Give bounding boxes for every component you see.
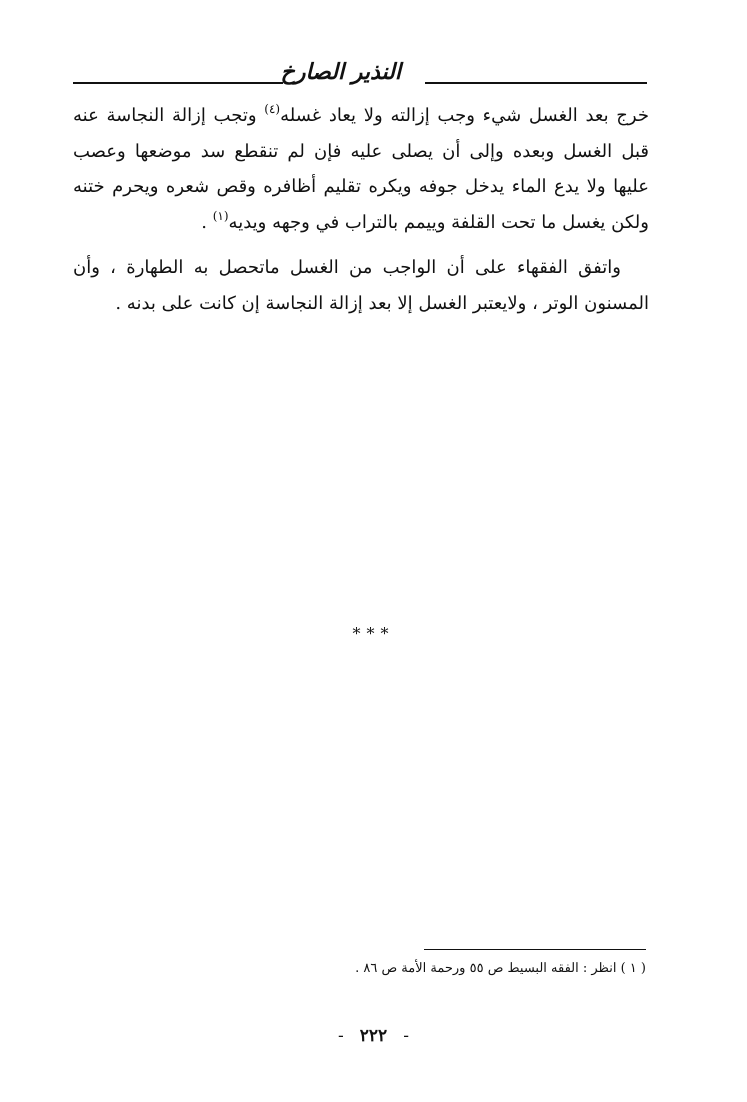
para1-line-1: خرج بعد الغسل شيء وجب إزالته ولا يعاد غسله$^{(٤)}$ وتجب إزالة النجاسة عنه قبل — [73, 102, 649, 162]
footnote: ( ١ ) انظر : الفقه البسيط ص ٥٥ ورحمة الأمة ص ٨٦ . — [355, 961, 646, 976]
footnote-ref-4: (٤) — [264, 102, 281, 116]
header-rule-right — [425, 82, 647, 84]
para2-line-2: الوتر ، ولايعتبر الغسل إلا بعد إزالة النجاسة إن كانت على بدنه . — [115, 292, 579, 314]
footnote-ref-1: (١) — [212, 208, 229, 223]
paragraph-2 — [73, 250, 649, 321]
section-separator: *** — [352, 624, 395, 643]
paragraph-1 — [73, 98, 649, 240]
header-title: النذير الصارخ — [280, 60, 401, 85]
footnote-rule — [424, 949, 646, 950]
para1-line-2: الغسل وبعده وإلى أن يصلى عليه فإن لم تنقطع سد موضعها وعصب عليها — [73, 140, 649, 197]
running-header — [73, 58, 647, 92]
para1-line-4: ما تحت القلفة وييمم بالتراب في وجهه ويديه$^{(١)}$ . — [201, 208, 557, 233]
header-rule-left — [73, 82, 283, 84]
para1-line-3: ولا يدع الماء يدخل جوفه ويكره تقليم أظافره وقص شعره ويحرم ختنه ولكن يغسل — [73, 176, 649, 233]
para2-line-1: واتفق الفقهاء على أن الواجب من الغسل ماتحصل به الطهارة ، وأن المسنون — [73, 257, 649, 314]
page-number-dash-right: - — [403, 1026, 409, 1046]
page-number-dash-left: - — [338, 1026, 344, 1046]
body-text — [73, 98, 649, 321]
page-number-value: ٢٢٢ — [359, 1026, 388, 1046]
page-number — [0, 1024, 747, 1048]
